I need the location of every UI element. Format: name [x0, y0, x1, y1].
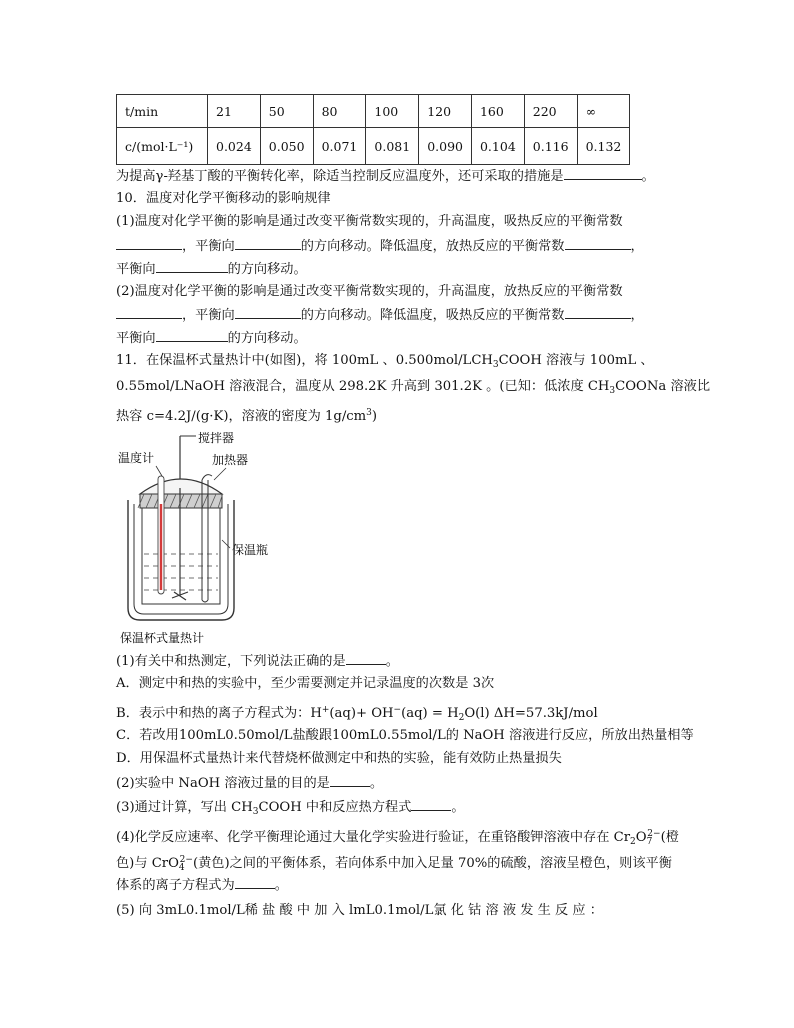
answer-blank[interactable] [156, 260, 228, 273]
table-cell: 220 [524, 95, 577, 128]
text-segment: COOH 中和反应热方程式 [258, 800, 412, 815]
table-row [117, 95, 630, 128]
text-segment: (1)有关中和热测定，下列说法正确的是 [116, 654, 346, 669]
table-row-label: c/(mol·L⁻¹) [117, 128, 208, 165]
text-segment: (3)通过计算，写出 CH [116, 800, 253, 815]
text-segment: 。 [274, 878, 288, 893]
answer-blank[interactable] [564, 167, 642, 180]
text-line: (3)通过计算，写出 $CH_3COOH$ 中和反应热方程式 。 [116, 800, 465, 817]
text-segment: (aq) = H [401, 706, 459, 721]
answer-blank[interactable] [156, 329, 228, 342]
text-line [116, 652, 399, 671]
option-a: A．测定中和热的实验中，至少需要测定并记录温度的次数是 3次 [116, 676, 495, 691]
table-cell: t/min [117, 95, 208, 128]
text-segment: 的方向移动。降低温度，吸热反应的平衡常数 [300, 308, 565, 323]
text-segment: (黄色)之间的平衡体系，若向体系中加入足量 70%的硫酸，溶液呈橙色，则该平衡 [192, 856, 672, 871]
table-cell: 0.116 [524, 128, 577, 165]
text-segment: COONa 溶液比 [615, 379, 711, 394]
text-segment: 的方向移动。降低温度，放热反应的平衡常数 [300, 239, 565, 254]
text-segment: 0.55mol/LNaOH 溶液混合，温度从 298.2K 升高到 301.2K 。(已知：低浓度 CH [116, 379, 610, 394]
text-segment: (4)化学反应速率、化学平衡理论通过大量化学实验进行验证，在重铬酸钾溶液中存在 Cr [116, 830, 631, 845]
text-segment: 色)与 CrO [116, 856, 179, 871]
table-cell: 0.081 [366, 128, 419, 165]
text-line [116, 774, 383, 793]
text-line: 色)与 CrO$_4^{2-}$(黄色)之间的平衡体系，若向体系中加入足量 70%的硫酸，溶液呈橙色，则该平衡 [116, 855, 672, 873]
text-segment: ) [371, 409, 378, 424]
answer-blank[interactable] [346, 652, 386, 665]
table-cell: 120 [419, 95, 472, 128]
question-10-title: 10．温度对化学平衡移动的影响规律 [116, 191, 331, 206]
text-segment: ，平衡向 [182, 308, 235, 323]
text-segment: 。 [641, 169, 655, 184]
concentration-table [116, 94, 630, 165]
table-cell: 160 [471, 95, 524, 128]
text-line [116, 306, 644, 325]
text-segment: 11．在保温杯式量热计中(如图)，将 100mL 、0.500mol/LCH [116, 353, 493, 368]
table-cell: 0.090 [419, 128, 472, 165]
text-line [116, 237, 644, 256]
table-cell: 21 [208, 95, 261, 128]
text-line: 0.55mol/LNaOH 溶液混合，温度从 298.2K 升高到 301.2K 。(已知：低浓度 $CH_3COONa$ 溶液比 [116, 379, 711, 396]
answer-blank[interactable] [116, 306, 182, 319]
flask-label: 保温瓶 [232, 543, 269, 557]
text-segment: (橙 [660, 830, 679, 845]
text-line: (2)温度对化学平衡的影响是通过改变平衡常数实现的，升高温度，放热反应的平衡常数 [116, 284, 623, 299]
text-segment: B．表示中和热的离子方程式为：H [116, 706, 322, 721]
answer-blank[interactable] [565, 306, 631, 319]
text-line [116, 260, 307, 279]
text-line [116, 329, 307, 348]
table-cell: 0.104 [471, 128, 524, 165]
text-segment: 平衡向 [116, 331, 156, 346]
text-segment: COOH 溶液与 100mL 、 [498, 353, 654, 368]
answer-blank[interactable] [235, 876, 275, 889]
text-segment: 体系的离子方程式为 [116, 878, 235, 893]
text-segment: O [635, 830, 647, 845]
heater-label: 加热器 [212, 453, 249, 467]
answer-blank[interactable] [235, 306, 301, 319]
text-line: (4)化学反应速率、化学平衡理论通过大量化学实验进行验证，在重铬酸钾溶液中存在 $Cr_2O_7^{2-}$(橙 [116, 829, 679, 847]
calorimeter-figure [116, 428, 316, 650]
table-cell: 0.071 [313, 128, 366, 165]
table-cell: ∞ [577, 95, 630, 128]
text-segment: ， [630, 308, 644, 323]
text-segment: ， [630, 239, 644, 254]
stirrer-label: 搅拌器 [198, 431, 235, 445]
option-d: D．用保温杯式量热计来代替烧杯做测定中和热的实验，能有效防止热量损失 [116, 751, 562, 766]
text-segment: ，平衡向 [182, 239, 235, 254]
table-cell: 80 [313, 95, 366, 128]
question-11-line: 11．在保温杯式量热计中(如图)，将 100mL 、$0.500mol/LCH_3COOH$ 溶液与 100mL 、 [116, 353, 654, 370]
text-segment: 。 [385, 654, 399, 669]
answer-blank[interactable] [235, 237, 301, 250]
text-segment: 平衡向 [116, 262, 156, 277]
text-line: 热容 c=4.2J/(g·K)，溶液的密度为 $1g/cm^3$) [116, 408, 378, 424]
text-line [116, 167, 655, 186]
thermometer-label: 温度计 [118, 451, 155, 465]
calorimeter-diagram [116, 428, 316, 646]
text-line [116, 876, 288, 895]
text-segment: 热容 c=4.2J/(g·K)，溶液的密度为 1g/cm [116, 409, 367, 424]
text-segment: 的方向移动。 [227, 262, 307, 277]
text-segment: 的方向移动。 [227, 331, 307, 346]
figure-caption: 保温杯式量热计 [120, 631, 205, 645]
table-row [117, 128, 630, 165]
table-cell: 0.024 [208, 128, 261, 165]
text-line: (5) 向 3mL0.1mol/L稀 盐 酸 中 加 入 lmL0.1mol/L氯 化 钴 溶 液 发 生 反 应 ： [116, 903, 603, 918]
answer-blank[interactable] [116, 237, 182, 250]
text-segment: 。 [451, 800, 465, 815]
text-segment: 为提高γ-羟基丁酸的平衡转化率，除适当控制反应温度外，还可采取的措施是 [116, 169, 564, 184]
answer-blank[interactable] [565, 237, 631, 250]
table-cell: 0.050 [260, 128, 313, 165]
table-cell: 0.132 [577, 128, 630, 165]
text-segment: O(l) ΔH=57.3kJ/mol [464, 706, 598, 721]
answer-blank[interactable] [411, 798, 451, 811]
option-c: C．若改用100mL0.50mol/L盐酸跟100mL0.55mol/L的 NaOH 溶液进行反应，所放出热量相等 [116, 728, 694, 743]
text-segment: (aq)+ OH [329, 706, 394, 721]
text-line: (1)温度对化学平衡的影响是通过改变平衡常数实现的，升高温度，吸热反应的平衡常数 [116, 214, 623, 229]
answer-blank[interactable] [330, 774, 370, 787]
table-cell: 50 [260, 95, 313, 128]
option-b: B．表示中和热的离子方程式为：$H^+(aq)+ OH^-(aq) = H_2O(l)$ ΔH=57.3kJ/mol [116, 705, 598, 723]
table-cell: 100 [366, 95, 419, 128]
text-segment: 。 [369, 776, 384, 791]
text-segment: (2)实验中 NaOH 溶液过量的目的是 [116, 776, 330, 791]
